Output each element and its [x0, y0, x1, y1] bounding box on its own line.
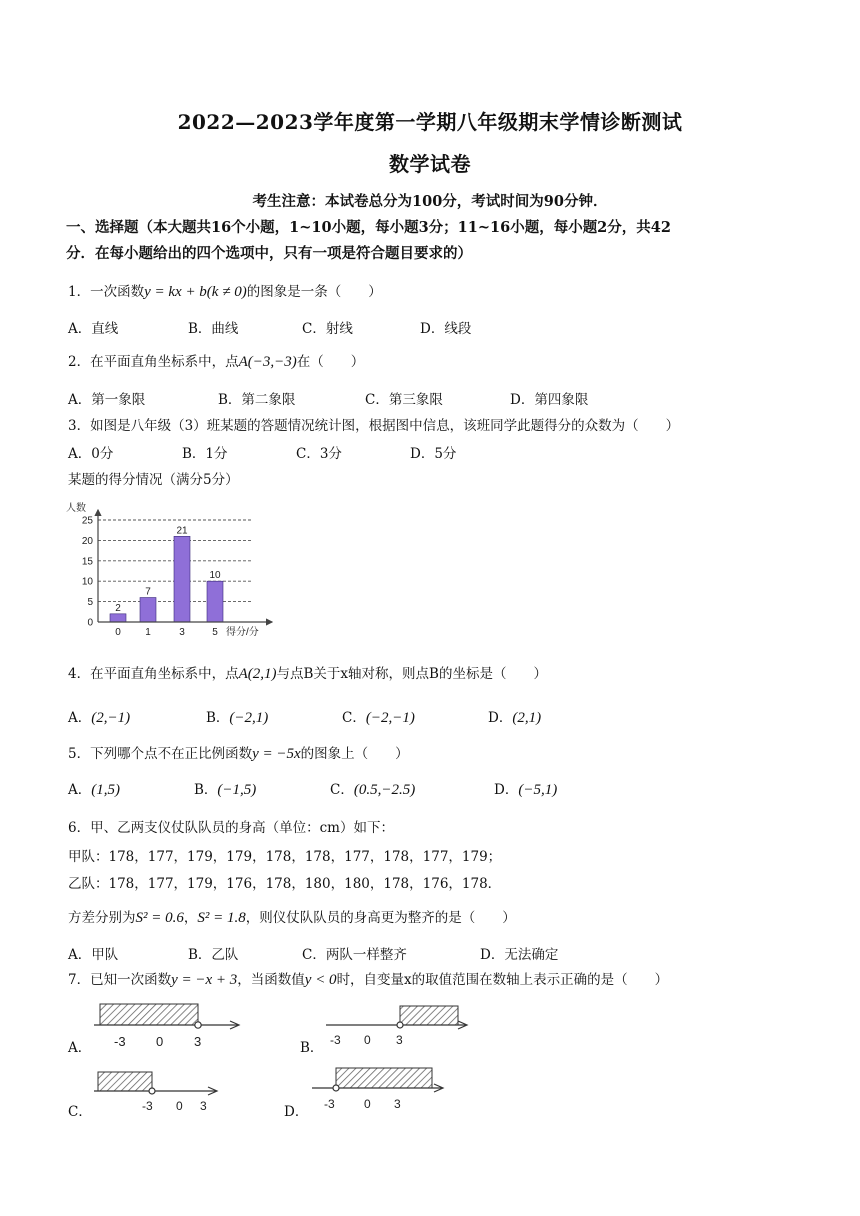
question-5-stem-tail: 的图象上（ ） [300, 746, 409, 762]
question-4-option-c[interactable] [342, 706, 415, 727]
question-7-option-d[interactable]: D． [284, 1104, 309, 1120]
chart-caption: 某题的得分情况（满分5分） [68, 472, 239, 488]
variance-separator: ， [183, 910, 198, 926]
question-4-option-d[interactable] [488, 706, 541, 727]
variance-team-a: S² = 0.6 [135, 910, 184, 926]
option-letter: B． [206, 710, 230, 726]
question-5-option-c[interactable] [330, 778, 415, 799]
open-endpoint [149, 1088, 155, 1094]
number-line-a[interactable] [94, 1002, 264, 1052]
question-4-option-b[interactable] [206, 706, 268, 727]
section-heading-line2: 分．在每小题给出的四个选项中，只有一项是符合题目要求的） [66, 245, 472, 262]
tick-label: 3 [396, 1033, 403, 1047]
question-1-option-d[interactable]: D．线段 [420, 321, 472, 337]
question-4-stem-tail: 与点B关于x轴对称，则点B的坐标是（ ） [276, 666, 547, 682]
option-value: (−2,1) [229, 710, 269, 726]
option-letter: B． [194, 782, 218, 798]
question-2-option-c[interactable]: C．第三象限 [365, 392, 443, 408]
bar-data-label: 2 [115, 602, 121, 614]
tick-label: 3 [200, 1099, 207, 1113]
x-tick-label: 5 [212, 627, 218, 638]
question-2-stem-tail: 在（ ） [296, 354, 365, 370]
number-line-c[interactable] [94, 1068, 224, 1118]
bar-data-label: 21 [176, 525, 188, 537]
tick-label: -3 [142, 1099, 153, 1113]
question-6-option-d[interactable]: D．无法确定 [480, 947, 559, 963]
question-3-option-d[interactable]: D．5分 [410, 446, 457, 462]
bar-data-label: 10 [209, 570, 221, 582]
question-2-stem: 2．在平面直角坐标系中，点 [68, 354, 239, 370]
tick-label: 0 [156, 1034, 164, 1049]
tick-label: 0 [364, 1033, 371, 1047]
question-5-option-b[interactable] [194, 778, 256, 799]
team-b-heights: 乙队：178，177，179，176，178，180，180，178，176，178． [68, 876, 502, 892]
variance-intro: 方差分别为 [68, 910, 136, 926]
question-1-formula: y = kx + b(k ≠ 0) [144, 284, 247, 300]
question-6-option-c[interactable]: C．两队一样整齐 [302, 947, 407, 963]
question-3-stem: 3．如图是八年级（3）班某题的答题情况统计图，根据图中信息，该班同学此题得分的众数为（ ） [68, 418, 680, 434]
question-3-option-b[interactable]: B．1分 [182, 446, 228, 462]
question-1-stem-tail: 的图象是一条（ ） [246, 284, 382, 300]
question-5-formula: y = −5x [252, 746, 301, 762]
number-line-d[interactable] [310, 1064, 450, 1114]
question-4-formula: A(2,1) [238, 666, 277, 682]
option-letter: D． [494, 782, 519, 798]
question-4-option-a[interactable] [68, 706, 130, 727]
option-letter: C． [330, 782, 354, 798]
option-value: (2,1) [512, 710, 542, 726]
tick-label: -3 [324, 1097, 335, 1111]
x-tick-label: 1 [145, 627, 151, 638]
y-tick-label: 20 [81, 535, 93, 547]
question-1-option-b[interactable]: B．曲线 [188, 321, 239, 337]
question-7-formula: y = −x + 3 [171, 972, 238, 988]
question-3-option-c[interactable]: C．3分 [296, 446, 342, 462]
shaded-region [400, 1006, 458, 1025]
tick-label: 3 [394, 1097, 401, 1111]
question-1-stem: 1．一次函数 [68, 284, 145, 300]
question-7 [68, 968, 668, 989]
option-value: (2,−1) [91, 710, 131, 726]
question-1 [68, 280, 382, 301]
question-2-option-a[interactable]: A．第一象限 [68, 392, 146, 408]
question-4 [68, 662, 547, 683]
exam-notice: 考生注意：本试卷总分为100分，考试时间为90分钟． [252, 193, 608, 210]
variance-team-b: S² = 1.8 [197, 910, 246, 926]
question-7-stem: 7．已知一次函数 [68, 972, 172, 988]
option-value: (0.5,−2.5) [353, 782, 416, 798]
tick-label: 0 [364, 1097, 371, 1111]
shaded-region [98, 1072, 152, 1091]
question-7-stem-mid: ，当函数值 [237, 972, 305, 988]
question-2 [68, 350, 364, 371]
question-7-option-a[interactable]: A． [68, 1040, 92, 1056]
number-line-b[interactable] [322, 1002, 472, 1052]
question-7-option-b[interactable]: B． [300, 1040, 324, 1056]
question-5-option-a[interactable] [68, 778, 120, 799]
variance-question: ，则仪仗队队员的身高更为整齐的是（ ） [245, 910, 516, 926]
x-axis-label: 得分/分 [226, 627, 259, 638]
question-1-option-c[interactable]: C．射线 [302, 321, 353, 337]
question-2-option-d[interactable]: D．第四象限 [510, 392, 589, 408]
question-2-formula: A(−3,−3) [238, 354, 297, 370]
question-6-option-b[interactable]: B．乙队 [188, 947, 239, 963]
y-tick-label: 0 [87, 617, 93, 629]
y-tick-label: 5 [87, 597, 93, 609]
question-7-condition: y < 0 [304, 972, 337, 988]
option-value: (1,5) [91, 782, 120, 798]
question-6-option-a[interactable]: A．甲队 [68, 947, 119, 963]
shaded-region [336, 1068, 432, 1088]
question-5-stem: 5．下列哪个点不在正比例函数 [68, 746, 253, 762]
bar-score-0 [110, 614, 126, 622]
question-6-stem: 6．甲、乙两支仪仗队队员的身高（单位：cm）如下： [68, 820, 394, 836]
tick-label: -3 [114, 1034, 126, 1049]
y-tick-label: 10 [81, 576, 93, 588]
x-tick-label: 0 [115, 627, 121, 638]
score-bar-chart [60, 498, 280, 648]
y-tick-label: 15 [81, 556, 93, 568]
question-2-option-b[interactable]: B．第二象限 [218, 392, 296, 408]
shaded-region [100, 1004, 198, 1025]
bar-score-1 [140, 598, 156, 622]
option-letter: C． [342, 710, 366, 726]
bar-score-5 [207, 581, 223, 622]
tick-label: 3 [194, 1034, 202, 1049]
option-value: (−2,−1) [365, 710, 415, 726]
open-endpoint [195, 1022, 201, 1028]
question-6-variance [68, 906, 516, 927]
page-subtitle: 数学试卷 [389, 152, 471, 176]
y-tick-label: 25 [81, 515, 93, 527]
tick-label: -3 [330, 1033, 341, 1047]
question-5 [68, 742, 409, 763]
page-title: 2022—2023学年度第一学期八年级期末学情诊断测试 [177, 110, 683, 134]
bar-data-label: 7 [145, 586, 151, 598]
question-5-option-d[interactable] [494, 778, 557, 799]
open-endpoint [397, 1022, 403, 1028]
option-value: (−1,5) [217, 782, 257, 798]
y-axis-label: 人数 [66, 503, 86, 514]
tick-label: 0 [176, 1099, 183, 1113]
open-endpoint [333, 1085, 339, 1091]
team-a-heights: 甲队：178，177，179，179，178，178，177，178，177，179； [68, 849, 502, 865]
section-heading-line1: 一、选择题（本大题共16个小题，1~10小题，每小题3分；11~16小题，每小题2分，共42 [66, 219, 671, 236]
option-letter: D． [488, 710, 513, 726]
bar-score-3 [174, 536, 190, 622]
question-7-option-c[interactable]: C． [68, 1104, 92, 1120]
question-1-option-a[interactable]: A．直线 [68, 321, 119, 337]
option-value: (−5,1) [518, 782, 558, 798]
question-4-stem: 4．在平面直角坐标系中，点 [68, 666, 239, 682]
option-letter: A． [68, 710, 92, 726]
question-7-stem-tail: 时，自变量x的取值范围在数轴上表示正确的是（ ） [336, 972, 669, 988]
option-letter: A． [68, 782, 92, 798]
question-3-option-a[interactable]: A．0分 [68, 446, 114, 462]
x-tick-label: 3 [179, 627, 185, 638]
